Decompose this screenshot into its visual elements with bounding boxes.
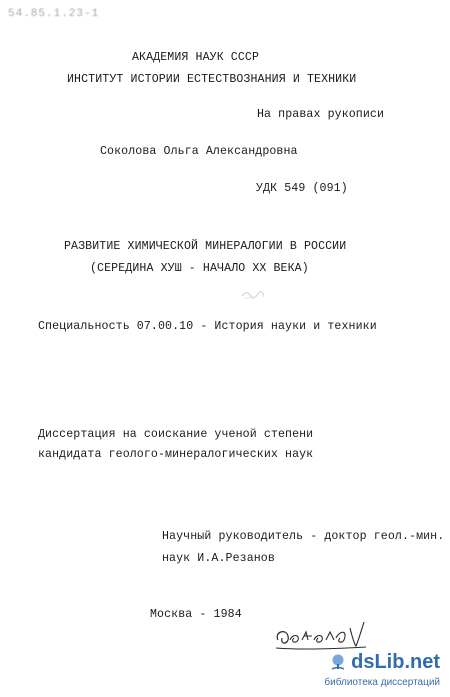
dissertation-degree-line2: кандидата геолого-минералогических наук [38, 448, 314, 461]
institute-name: ИНСТИТУТ ИСТОРИИ ЕСТЕСТВОЗНАНИЯ И ТЕХНИКИ [67, 73, 357, 86]
book-tree-icon [329, 653, 347, 671]
author-name: Соколова Ольга Александровна [100, 145, 298, 158]
manuscript-note: На правах рукописи [257, 108, 385, 121]
dissertation-title-line1: РАЗВИТИЕ ХИМИЧЕСКОЙ МИНЕРАЛОГИИ В РОССИИ [64, 240, 347, 253]
specialty: Специальность 07.00.10 - История науки и техники [38, 320, 377, 333]
dslib-watermark [290, 651, 440, 691]
dissertation-title-line2: (СЕРЕДИНА ХУШ - НАЧАЛО XX ВЕКА) [90, 262, 309, 275]
logo-prefix: ds [351, 651, 375, 673]
udc-code: УДК 549 (091) [256, 182, 348, 195]
supervisor-line2: наук И.А.Резанов [162, 552, 275, 565]
dissertation-degree-line1: Диссертация на соискание ученой степени [38, 428, 314, 441]
supervisor-line1: Научный руководитель - доктор геол.-мин. [162, 530, 445, 543]
academy-name: АКАДЕМИЯ НАУК СССР [132, 51, 260, 64]
author-signature [272, 614, 372, 654]
archive-stamp: 54.85.1.23-1 [8, 8, 100, 20]
dslib-logo [329, 651, 440, 673]
ink-smudge [240, 288, 266, 302]
place-and-year: Москва - 1984 [150, 608, 242, 621]
watermark-subtitle: библиотека диссертаций [324, 677, 440, 688]
logo-suffix: Lib.net [374, 651, 440, 673]
